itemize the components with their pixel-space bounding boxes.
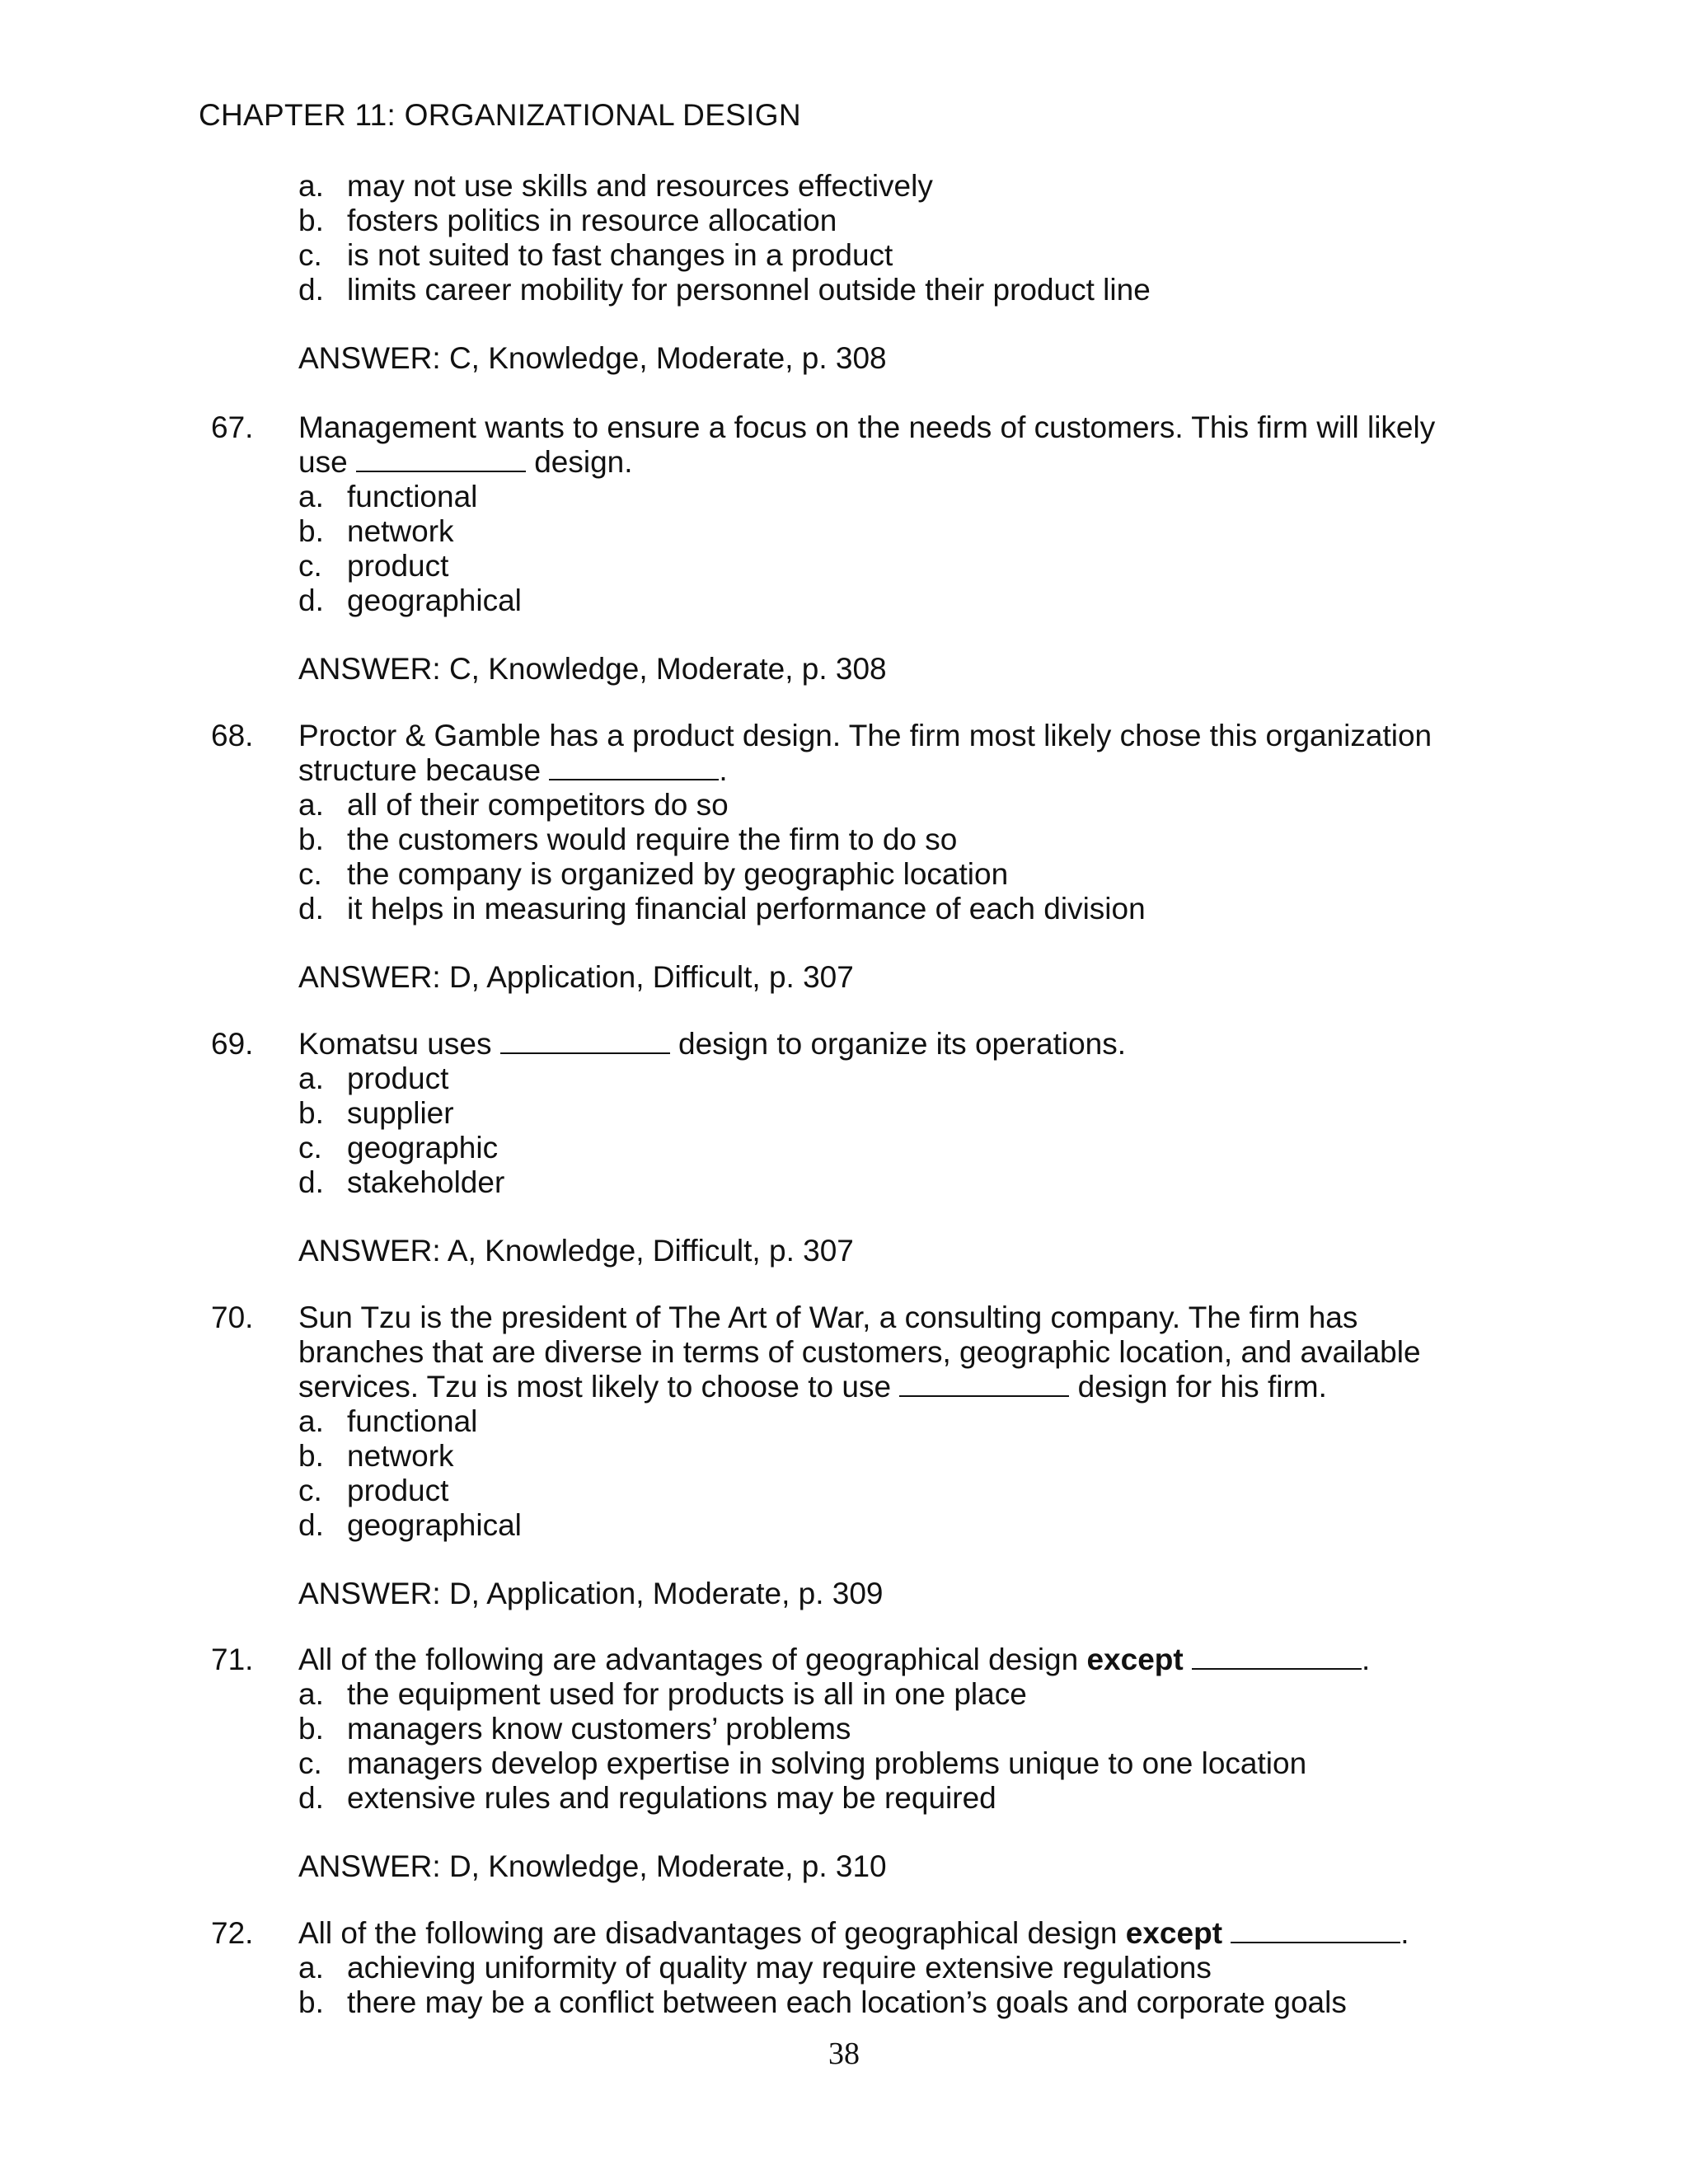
question-stem: 67. Management wants to ensure a focus on the needs of customers. This firm will likely xyxy=(211,410,1436,444)
question-stem-continued: services. Tzu is most likely to choose to use design for his firm. xyxy=(298,1370,1327,1404)
answer-blank xyxy=(500,1028,670,1054)
answer-blank xyxy=(356,446,526,472)
answer-blank xyxy=(1192,1643,1362,1670)
option-b: b. there may be a conflict between each location’s goals and corporate goals xyxy=(298,1985,1347,2019)
question-number: 71. xyxy=(211,1643,254,1676)
question-number: 70. xyxy=(211,1301,254,1334)
question-number: 72. xyxy=(211,1916,254,1950)
page-number: 38 xyxy=(828,2036,860,2071)
question-number: 68. xyxy=(211,719,254,752)
question-stem: 69. Komatsu uses design to organize its operations. xyxy=(211,1027,1127,1061)
answer-blank xyxy=(899,1371,1069,1397)
option-b: b. network xyxy=(298,514,454,548)
question-number: 69. xyxy=(211,1027,254,1061)
question-stem-continued: branches that are diverse in terms of customers, geographic location, and available xyxy=(298,1335,1421,1369)
option-c: c. the company is organized by geographic location xyxy=(298,857,1009,891)
option-d: d. geographical xyxy=(298,583,522,617)
option-a: a. functional xyxy=(298,480,478,513)
answer-line: ANSWER: D, Application, Moderate, p. 309 xyxy=(298,1577,884,1610)
answer-blank xyxy=(549,754,719,780)
chapter-title: CHAPTER 11: ORGANIZATIONAL DESIGN xyxy=(199,98,801,132)
option-b: b. network xyxy=(298,1439,454,1473)
answer-line: ANSWER: D, Knowledge, Moderate, p. 310 xyxy=(298,1849,887,1883)
question-66-continued xyxy=(0,169,1688,376)
answer-line: ANSWER: C, Knowledge, Moderate, p. 308 xyxy=(298,652,887,686)
answer-blank xyxy=(1231,1917,1400,1943)
question-stem: 72. All of the following are disadvantages of geographical design except . xyxy=(211,1916,1409,1950)
option-a: a. product xyxy=(298,1062,449,1095)
option-d: d. limits career mobility for personnel outside their product line xyxy=(298,273,1151,307)
answer-line: ANSWER: A, Knowledge, Difficult, p. 307 xyxy=(298,1234,854,1268)
question-stem: 70. Sun Tzu is the president of The Art of War, a consulting company. The firm has xyxy=(211,1301,1358,1334)
option-d: d. geographical xyxy=(298,1508,522,1542)
question-number: 67. xyxy=(211,410,254,444)
question-stem: 68. Proctor & Gamble has a product design. The firm most likely chose this organization xyxy=(211,719,1432,752)
option-a: a. all of their competitors do so xyxy=(298,788,729,822)
question-71 xyxy=(0,1643,1688,1884)
option-a: a. achieving uniformity of quality may require extensive regulations xyxy=(298,1951,1212,1985)
answer-line: ANSWER: D, Application, Difficult, p. 307 xyxy=(298,960,854,994)
option-c: c. managers develop expertise in solving problems unique to one location xyxy=(298,1746,1307,1780)
question-67 xyxy=(0,410,1688,687)
option-c: c. geographic xyxy=(298,1131,499,1165)
option-b: b. supplier xyxy=(298,1096,454,1130)
question-70 xyxy=(0,1301,1688,1611)
question-stem-continued: structure because . xyxy=(298,753,728,787)
option-c: c. product xyxy=(298,549,449,583)
option-b: b. the customers would require the firm to do so xyxy=(298,823,958,856)
question-stem: 71. All of the following are advantages of geographical design except . xyxy=(211,1643,1371,1676)
question-stem-continued: use design. xyxy=(298,445,633,479)
option-b: b. fosters politics in resource allocation xyxy=(298,204,837,237)
question-69 xyxy=(0,1027,1688,1268)
question-72 xyxy=(0,1916,1688,2020)
option-d: d. stakeholder xyxy=(298,1165,505,1199)
option-d: d. extensive rules and regulations may be required xyxy=(298,1781,996,1815)
option-b: b. managers know customers’ problems xyxy=(298,1712,851,1746)
question-68 xyxy=(0,719,1688,995)
option-a: a. may not use skills and resources effectively xyxy=(298,169,933,203)
option-c: c. is not suited to fast changes in a product xyxy=(298,238,893,272)
option-a: a. functional xyxy=(298,1404,478,1438)
option-a: a. the equipment used for products is all in one place xyxy=(298,1677,1027,1711)
option-d: d. it helps in measuring financial performance of each division xyxy=(298,892,1146,926)
option-c: c. product xyxy=(298,1474,449,1507)
answer-line: ANSWER: C, Knowledge, Moderate, p. 308 xyxy=(298,341,887,375)
